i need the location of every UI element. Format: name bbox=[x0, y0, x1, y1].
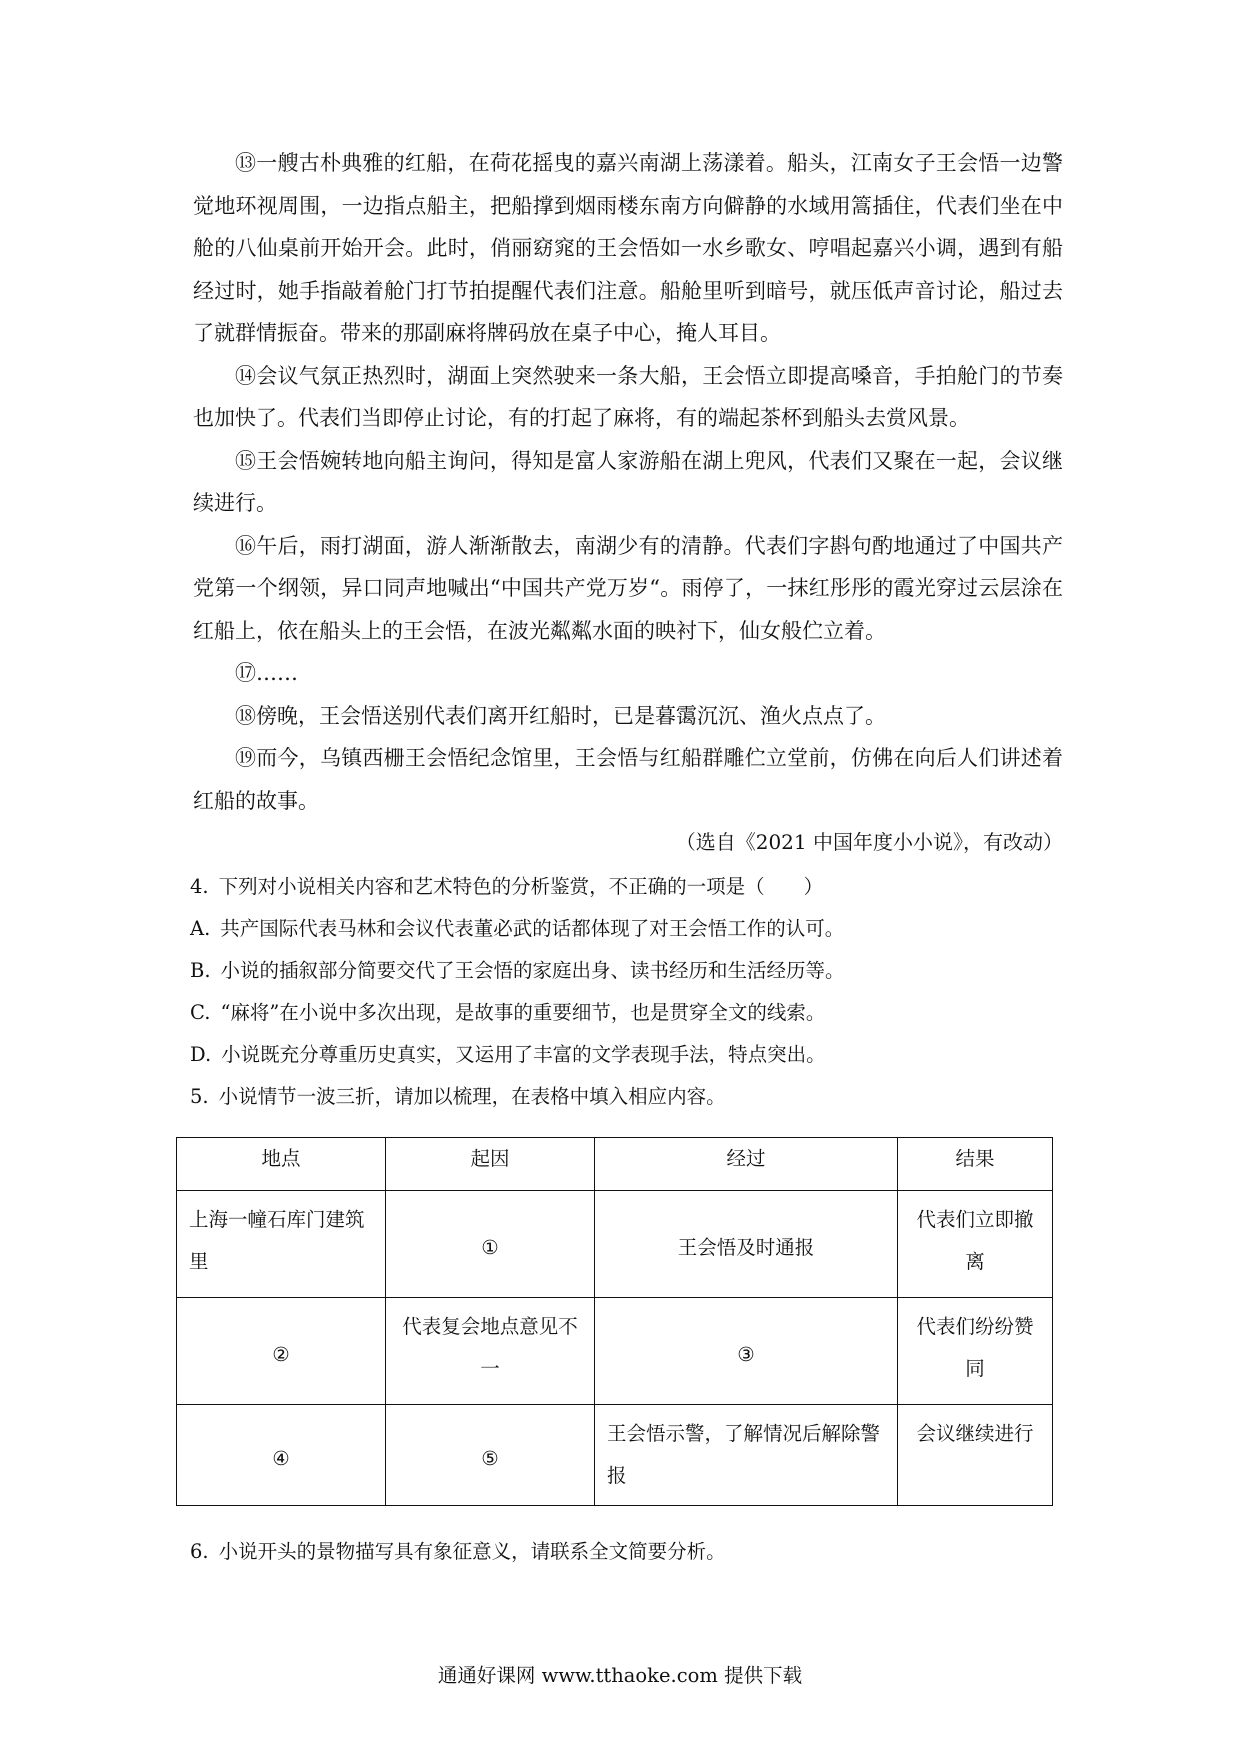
option-label: D. bbox=[190, 1043, 212, 1066]
option-d[interactable] bbox=[190, 1034, 1070, 1076]
option-label: A. bbox=[190, 917, 211, 940]
question-4 bbox=[190, 866, 1070, 908]
question-6 bbox=[190, 1537, 726, 1567]
table-cell: 王会悟示警，了解情况后解除警报 bbox=[595, 1405, 898, 1506]
question-text: 小说情节一波三折，请加以梳理，在表格中填入相应内容。 bbox=[218, 1085, 726, 1108]
table-row bbox=[177, 1191, 1053, 1298]
table-cell: 代表们立即撤离 bbox=[898, 1191, 1053, 1298]
paragraph-13: ⑬一艘古朴典雅的红船，在荷花摇曳的嘉兴南湖上荡漾着。船头，江南女子王会悟一边警觉地环视周围，一边指点船主，把船撑到烟雨楼东南方向僻静的水域用篙插住，代表们坐在中舱的八仙桌前开始开会。此时，俏丽窈窕的王会悟如一水乡歌女、哼唱起嘉兴小调，遇到有船经过时，她手指敲着舱门打节拍提醒代表们注意。船舱里听到暗号，就压低声音讨论，船过去了就群情振奋。带来的那副麻将牌码放在桌子中心，掩人耳目。 bbox=[193, 151, 1063, 345]
paragraph-18: ⑱傍晚，王会悟送别代表们离开红船时，已是暮霭沉沉、渔火点点了。 bbox=[235, 703, 886, 728]
table-cell: 王会悟及时通报 bbox=[595, 1191, 898, 1298]
question-number: 6. bbox=[190, 1540, 209, 1563]
question-number: 5. bbox=[190, 1085, 209, 1108]
header-process: 经过 bbox=[595, 1138, 898, 1191]
option-text: 共产国际代表马林和会议代表董必武的话都体现了对王会悟工作的认可。 bbox=[220, 917, 845, 940]
option-a[interactable] bbox=[190, 908, 1070, 950]
paragraph-15: ⑮王会悟婉转地向船主询问，得知是富人家游船在湖上兜风，代表们又聚在一起，会议继续进行。 bbox=[193, 448, 1063, 515]
table-row bbox=[177, 1405, 1053, 1506]
footer-credit: 通通好课网 www.tthaoke.com 提供下载 bbox=[437, 1664, 803, 1687]
table-cell: 上海一幢石库门建筑里 bbox=[177, 1191, 386, 1298]
paragraph-14: ⑭会议气氛正热烈时，湖面上突然驶来一条大船，王会悟立即提高嗓音，手拍舱门的节奏也加快了。代表们当即停止讨论，有的打起了麻将，有的端起茶杯到船头去赏风景。 bbox=[193, 363, 1063, 430]
option-b[interactable] bbox=[190, 950, 1070, 992]
header-cause: 起因 bbox=[386, 1138, 595, 1191]
answer-blank-1[interactable]: ① bbox=[386, 1191, 595, 1298]
table-cell: 会议继续进行 bbox=[898, 1405, 1053, 1506]
question-text: 下列对小说相关内容和艺术特色的分析鉴赏，不正确的一项是（ ） bbox=[218, 875, 824, 898]
paragraph-19: ⑲而今，乌镇西栅王会悟纪念馆里，王会悟与红船群雕伫立堂前，仿佛在向后人们讲述着红船的故事。 bbox=[193, 746, 1063, 813]
option-text: 小说的插叙部分简要交代了王会悟的家庭出身、读书经历和生活经历等。 bbox=[220, 959, 845, 982]
paragraph-16: ⑯午后，雨打湖面，游人渐渐散去，南湖少有的清静。代表们字斟句酌地通过了中国共产党第一个纲领，异口同声地喊出“中国共产党万岁“。雨停了，一抹红彤彤的霞光穿过云层涂在红船上，依在船头上的王会悟，在波光粼粼水面的映衬下，仙女般伫立着。 bbox=[193, 533, 1063, 643]
table-cell: 代表复会地点意见不一 bbox=[386, 1298, 595, 1405]
header-result: 结果 bbox=[898, 1138, 1053, 1191]
table-header-row bbox=[177, 1138, 1053, 1191]
option-text: “麻将”在小说中多次出现，是故事的重要细节，也是贯穿全文的线索。 bbox=[220, 1001, 826, 1024]
option-label: B. bbox=[190, 959, 211, 982]
answer-blank-4[interactable]: ④ bbox=[177, 1405, 386, 1506]
table-row bbox=[177, 1298, 1053, 1405]
answer-blank-2[interactable]: ② bbox=[177, 1298, 386, 1405]
paragraph-17: ⑰…… bbox=[235, 661, 298, 685]
question-5 bbox=[190, 1076, 1070, 1118]
option-c[interactable] bbox=[190, 992, 1070, 1034]
source-citation: （选自《2021 中国年度小小说》，有改动） bbox=[675, 830, 1063, 854]
plot-table bbox=[176, 1137, 1053, 1506]
option-label: C. bbox=[190, 1001, 211, 1024]
story-excerpt bbox=[193, 142, 1063, 822]
table-cell: 代表们纷纷赞同 bbox=[898, 1298, 1053, 1405]
questions-section bbox=[190, 866, 1070, 1118]
question-number: 4. bbox=[190, 875, 209, 898]
option-text: 小说既充分尊重历史真实，又运用了丰富的文学表现手法，特点突出。 bbox=[221, 1043, 826, 1066]
header-location: 地点 bbox=[177, 1138, 386, 1191]
answer-blank-3[interactable]: ③ bbox=[595, 1298, 898, 1405]
question-text: 小说开头的景物描写具有象征意义，请联系全文简要分析。 bbox=[218, 1540, 726, 1563]
answer-blank-5[interactable]: ⑤ bbox=[386, 1405, 595, 1506]
